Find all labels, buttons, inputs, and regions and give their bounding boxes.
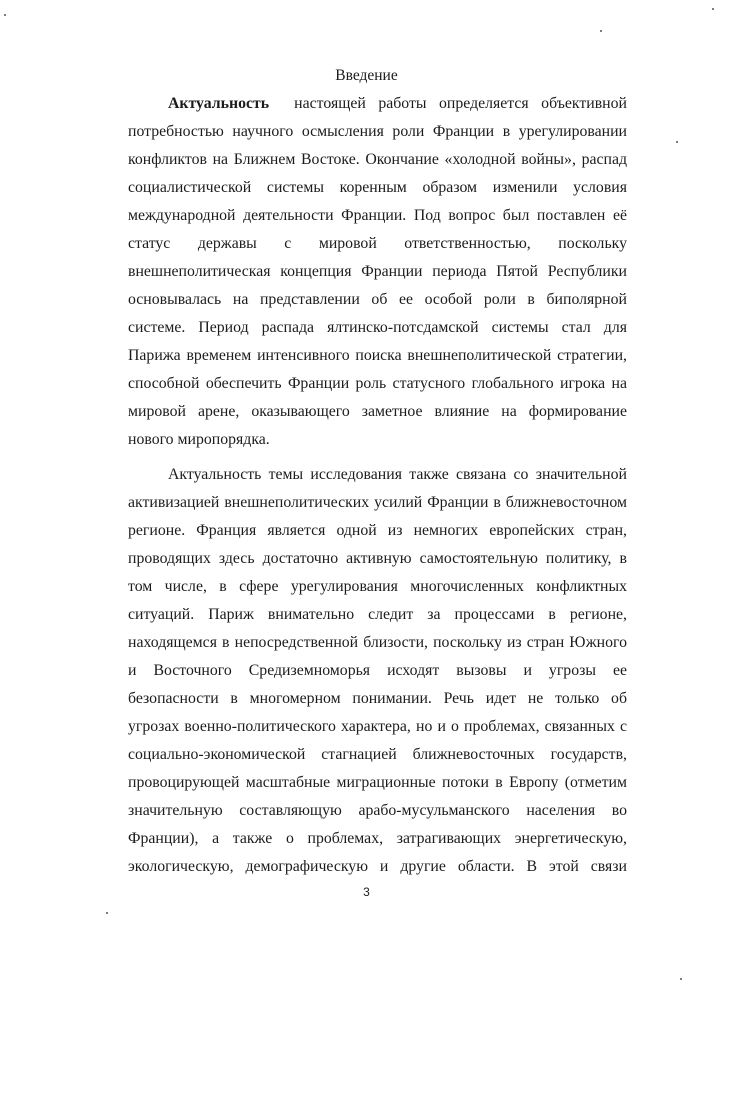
scan-speck [680, 978, 682, 980]
text-line: Франции), а также о проблемах, затрагивающих энергетическую, [128, 830, 627, 847]
text-line: активизацией внешнеполитических усилий Франции в ближневосточном [128, 494, 627, 511]
scan-speck [4, 14, 6, 16]
text-line: том числе, в сфере урегулирования многочисленных конфликтных [128, 578, 627, 595]
text-line: внешнеполитическая концепция Франции периода Пятой Республики [128, 263, 627, 280]
text-line: основывалась на представлении об ее особой роли в биполярной [128, 291, 627, 308]
text-line: проводящих здесь достаточно активную самостоятельную политику, в [128, 550, 627, 567]
text-line: способной обеспечить Франции роль статусного глобального игрока на [128, 375, 627, 392]
text-line: находящемся в непосредственной близости, поскольку из стран Южного [128, 634, 627, 651]
text-line: нового миропорядка. [128, 431, 270, 448]
text-line: Актуальность темы исследования также связана со значительной [168, 466, 627, 483]
text-line: социально-экономической стагнацией ближневосточных государств, [128, 746, 627, 763]
text-line: социалистической системы коренным образом изменили условия [128, 179, 627, 196]
text-line: международной деятельности Франции. Под вопрос был поставлен её [128, 207, 627, 224]
page-number: 3 [363, 885, 370, 899]
text-line: регионе. Франция является одной из немногих европейских стран, [128, 522, 627, 539]
text-line: экологическую, демографическую и другие области. В этой связи [128, 858, 627, 875]
text-line: Актуальность настоящей работы определяется объективной [168, 95, 627, 112]
scan-speck [106, 912, 108, 914]
scan-speck [600, 30, 602, 32]
scan-speck [712, 8, 714, 10]
text-line: и Восточного Средиземноморья исходят вызовы и угрозы ее [128, 662, 627, 679]
text-line: мировой арене, оказывающего заметное влияние на формирование [128, 403, 627, 420]
text-line: конфликтов на Ближнем Востоке. Окончание «холодной войны», распад [128, 151, 627, 168]
text-line: безопасности в многомерном понимании. Речь идет не только об [128, 690, 627, 707]
text-line: системе. Период распада ялтинско-потсдамской системы стал для [128, 319, 627, 336]
text-line: значительную составляющую арабо-мусульманского населения во [128, 802, 627, 819]
page-heading: Введение [335, 67, 398, 84]
text-line: Парижа временем интенсивного поиска внешнеполитической стратегии, [128, 347, 627, 364]
text-line: провоцирующей масштабные миграционные потоки в Европу (отметим [128, 774, 627, 791]
text-line: потребностью научного осмысления роли Франции в урегулировании [128, 123, 627, 140]
text-line: угрозах военно-политического характера, но и о проблемах, связанных с [128, 718, 627, 735]
lead-term: Актуальность [168, 95, 270, 112]
scan-speck [676, 141, 678, 143]
text-line: ситуаций. Париж внимательно следит за процессами в регионе, [128, 606, 627, 623]
text-line: статус державы с мировой ответственностью, поскольку [128, 235, 627, 252]
